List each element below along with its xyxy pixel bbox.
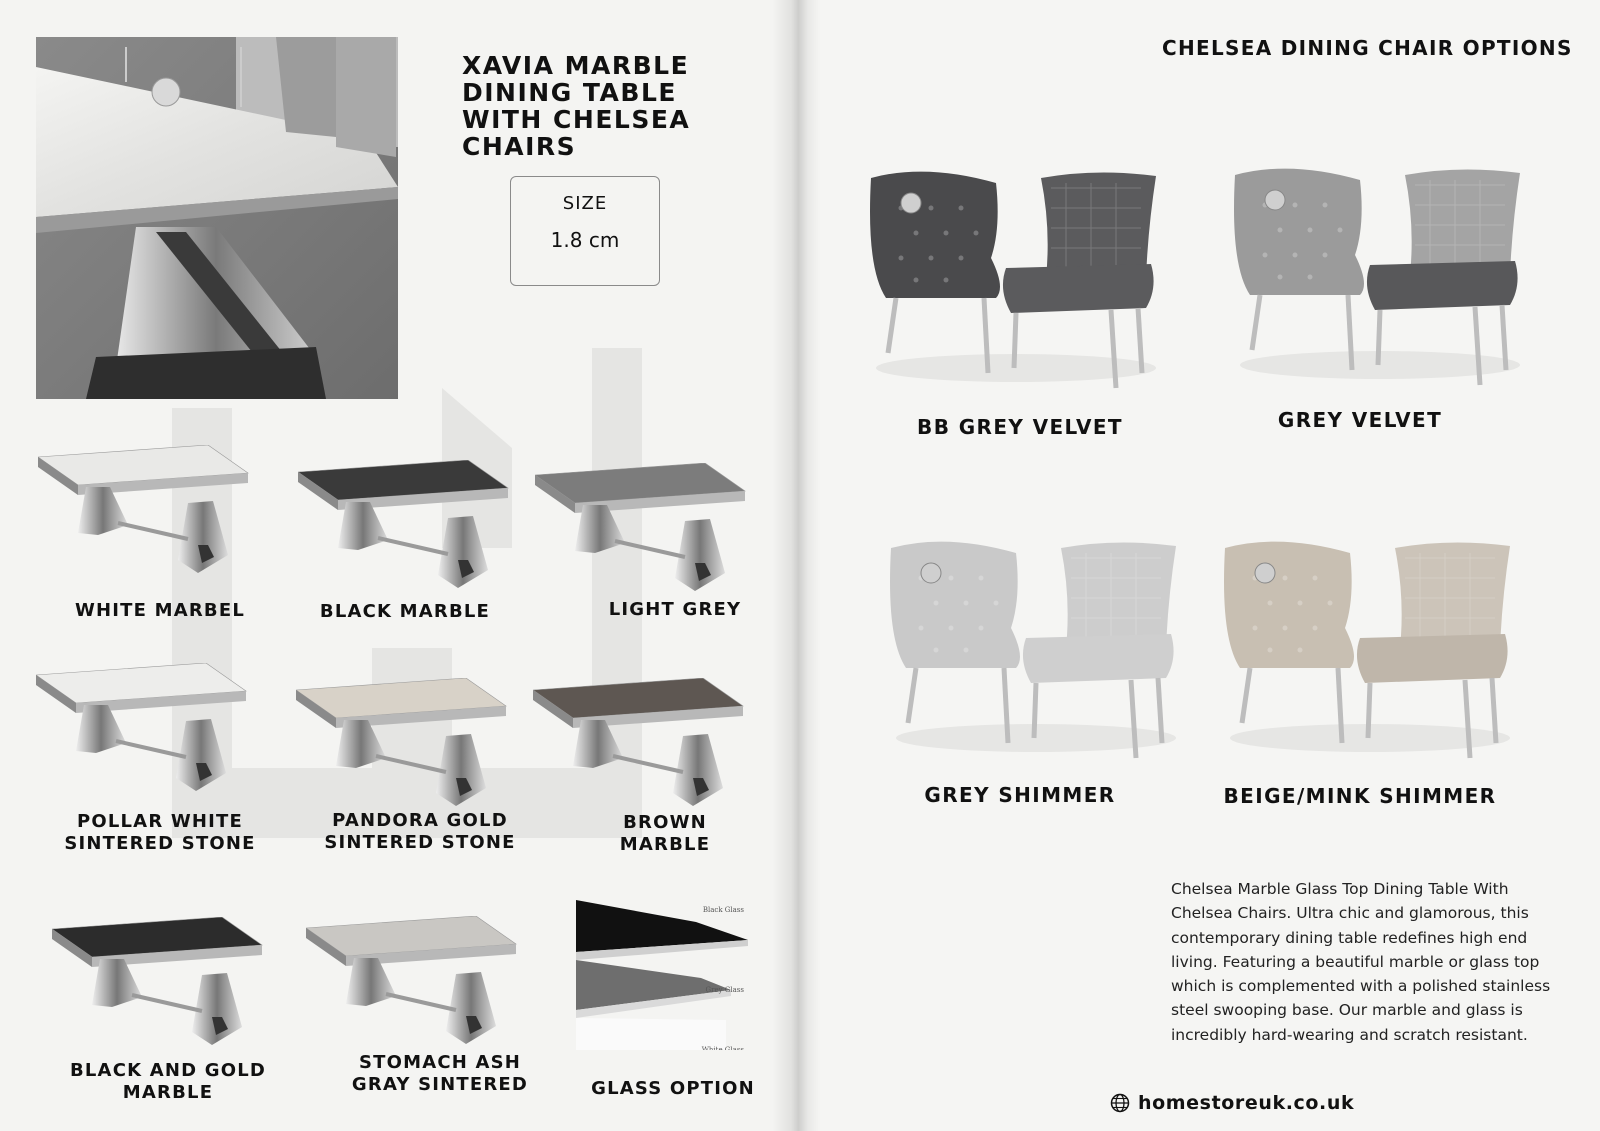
- table-option-label: [580, 812, 750, 856]
- title-line: CHAIRS: [462, 132, 577, 161]
- label-line: GRAY SINTERED: [351, 1074, 529, 1095]
- glass-layer-label: White Glass: [701, 1046, 744, 1050]
- label-line: BROWN: [623, 812, 707, 833]
- table-option-label: [590, 599, 760, 621]
- website-text: homestoreuk.co.uk: [1138, 1092, 1355, 1114]
- glass-option-label: [578, 1078, 768, 1100]
- table-option-image: [533, 678, 748, 818]
- table-option-label: [60, 811, 260, 855]
- globe-icon: [1110, 1093, 1130, 1113]
- table-option-image: [296, 678, 511, 818]
- table-option-label: [340, 1052, 540, 1096]
- title-line: DINING TABLE: [462, 78, 677, 107]
- size-value: 1.8 cm: [550, 228, 620, 252]
- label-line: STOMACH ASH: [358, 1052, 522, 1073]
- table-option-image: [52, 917, 267, 1057]
- label-line: BLACK AND GOLD: [69, 1060, 267, 1081]
- website-link[interactable]: [1110, 1092, 1354, 1114]
- chair-option-label: GREY VELVET: [1277, 408, 1443, 432]
- chair-options-title: CHELSEA DINING CHAIR OPTIONS: [1162, 36, 1573, 60]
- title-line: XAVIA MARBLE: [462, 51, 690, 80]
- table-option-image: [306, 916, 521, 1056]
- label-line: MARBLE: [122, 1082, 214, 1103]
- chair-option-image: [866, 168, 1166, 393]
- product-description: Chelsea Marble Glass Top Dining Table With Chelsea Chairs. Ultra chic and glamorous, this contemporary dining table redefines high end living. Featuring a beautiful marble or glass top which is complemented with a polished stainless steel swooping base. Our marble and glass is incredibly hard-wearing and scratch resistant.: [1171, 880, 1551, 1044]
- label-line: POLLAR WHITE: [76, 811, 244, 832]
- label-line: MARBLE: [619, 834, 711, 855]
- label-line: SINTERED STONE: [324, 832, 516, 853]
- table-option-label: [60, 600, 260, 622]
- label-line: WHITE MARBEL: [74, 600, 246, 621]
- size-label: SIZE: [562, 193, 608, 214]
- title-line: WITH CHELSEA: [462, 105, 691, 134]
- table-option-image: [36, 663, 251, 803]
- glass-layer-label: Grey Glass: [705, 986, 744, 994]
- glass-layer-label: Black Glass: [702, 906, 744, 914]
- label-line: PANDORA GOLD: [332, 810, 508, 831]
- size-box: [510, 176, 660, 286]
- hero-table-photo: [36, 37, 398, 399]
- chair-option-label: GREY SHIMMER: [924, 783, 1116, 807]
- book-spine-shadow: [772, 0, 820, 1131]
- table-option-label: [320, 810, 520, 854]
- label-line: LIGHT GREY: [608, 599, 742, 620]
- glass-option-image: [576, 900, 748, 1050]
- table-option-image: [298, 460, 513, 600]
- table-option-image: [38, 445, 253, 585]
- table-option-image: [535, 463, 750, 603]
- chair-option-image: [1230, 165, 1530, 390]
- label-line: GLASS OPTION: [591, 1078, 755, 1099]
- table-option-label: [310, 601, 500, 623]
- label-line: SINTERED STONE: [64, 833, 256, 854]
- table-option-label: [68, 1060, 268, 1104]
- product-title: [462, 52, 762, 160]
- chair-option-image: [1220, 538, 1520, 763]
- chair-option-label: BEIGE/MINK SHIMMER: [1223, 784, 1497, 808]
- label-line: BLACK MARBLE: [319, 601, 491, 622]
- chair-option-image: [886, 538, 1186, 763]
- chair-option-label: BB GREY VELVET: [917, 415, 1123, 439]
